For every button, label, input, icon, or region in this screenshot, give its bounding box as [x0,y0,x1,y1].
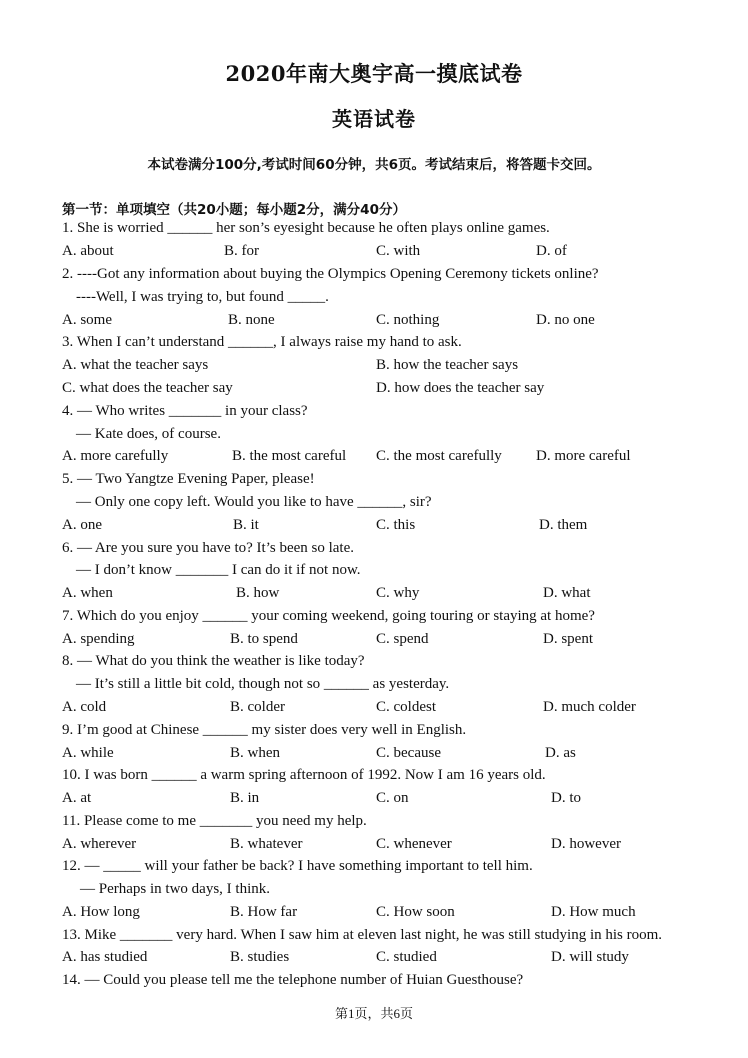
option-d: D. more careful [536,448,631,464]
question-text: 13. Mike _______ very hard. When I saw him at eleven last night, he was still studying in his room. [62,927,663,943]
option-a: A. at [62,790,92,806]
question-4-options [0,448,748,470]
exam-title: 2020年南大奥宇高一摸底试卷 [225,61,523,86]
option-d: D. them [539,517,588,533]
option-c: C. the most carefully [376,448,502,464]
question-2-stem2 [0,289,748,311]
question-text: — It’s still a little bit cold, though not so ______ as yesterday. [76,676,450,692]
section-title: 第一节：单项填空（共20小题；每小题2分，满分40分） [62,202,406,218]
option-d: D. however [551,836,621,852]
question-12-stem [0,858,748,880]
question-1-options [0,243,748,265]
option-c: C. on [376,790,409,806]
option-d: D. of [536,243,567,259]
option-a: A. spending [62,631,135,647]
option-d: D. no one [536,312,595,328]
question-text: — I don’t know _______ I can do it if not now. [76,562,361,578]
option-a: A. what the teacher says [62,357,209,373]
option-a: A. while [62,745,114,761]
option-b: B. to spend [230,631,298,647]
question-text: — Perhaps in two days, I think. [80,881,270,897]
question-text: ----Well, I was trying to, but found _____. [76,289,329,305]
option-d: D. to [551,790,581,806]
question-4-stem2 [0,426,748,448]
question-text: 4. — Who writes _______ in your class? [62,403,308,419]
question-12-options [0,904,748,926]
question-text: 11. Please come to me _______ you need my help. [62,813,367,829]
option-b: B. colder [230,699,285,715]
option-c: C. what does the teacher say [62,380,233,396]
question-5-stem [0,471,748,493]
question-5-stem2 [0,494,748,516]
question-3-options-row1 [0,357,748,379]
option-c: C. studied [376,949,437,965]
option-d: D. how does the teacher say [376,380,545,396]
question-text: 8. — What do you think the weather is like today? [62,653,365,669]
option-b: B. for [224,243,259,259]
option-a: A. How long [62,904,140,920]
question-text: 12. — _____ will your father be back? I have something important to tell him. [62,858,533,874]
option-d: D. as [545,745,576,761]
question-text: 10. I was born ______ a warm spring afternoon of 1992. Now I am 16 years old. [62,767,546,783]
question-4-stem [0,403,748,425]
exam-subtitle: 英语试卷 [332,107,416,131]
question-6-stem2 [0,562,748,584]
option-a: A. when [62,585,113,601]
option-c: C. this [376,517,416,533]
question-14-stem [0,972,748,994]
option-a: A. more carefully [62,448,169,464]
question-text: 1. She is worried ______ her son’s eyesight because he often plays online games. [62,220,550,236]
option-a: A. cold [62,699,107,715]
option-c: C. nothing [376,312,440,328]
option-b: B. in [230,790,260,806]
question-8-stem [0,653,748,675]
option-b: B. how the teacher says [376,357,519,373]
option-a: A. about [62,243,114,259]
option-d: D. what [543,585,591,601]
question-6-options [0,585,748,607]
question-10-stem [0,767,748,789]
option-a: A. some [62,312,112,328]
option-b: B. studies [230,949,290,965]
option-c: C. with [376,243,421,259]
question-1-stem [0,220,748,242]
option-a: A. has studied [62,949,148,965]
exam-notice: 本试卷满分100分,考试时间60分钟，共6页。考试结束后，将答题卡交回。 [147,157,601,173]
question-text: 14. — Could you please tell me the telephone number of Huian Guesthouse? [62,972,524,988]
question-3-stem [0,334,748,356]
option-b: B. when [230,745,280,761]
option-d: D. will study [551,949,629,965]
question-10-options [0,790,748,812]
question-text: 7. Which do you enjoy ______ your coming weekend, going touring or staying at home? [62,608,595,624]
option-b: B. the most careful [232,448,347,464]
option-c: C. why [376,585,420,601]
option-a: A. one [62,517,102,533]
question-11-stem [0,813,748,835]
option-b: B. it [233,517,259,533]
question-text: 2. ----Got any information about buying the Olympics Opening Ceremony tickets online? [62,266,599,282]
question-13-stem [0,927,748,949]
question-7-options [0,631,748,653]
question-8-stem2 [0,676,748,698]
question-7-stem [0,608,748,630]
option-b: B. How far [230,904,298,920]
question-8-options [0,699,748,721]
question-text: 3. When I can’t understand ______, I always raise my hand to ask. [62,334,462,350]
question-13-options [0,949,748,971]
page-footer: 第1页，共6页 [334,1006,413,1021]
question-3-options-row2 [0,380,748,402]
option-d: D. spent [543,631,593,647]
question-12-stem2 [0,881,748,903]
question-text: — Kate does, of course. [76,426,221,442]
option-d: D. How much [551,904,636,920]
option-c: C. How soon [376,904,455,920]
option-a: A. wherever [62,836,137,852]
option-b: B. none [228,312,275,328]
question-5-options [0,517,748,539]
option-c: C. spend [376,631,429,647]
option-c: C. whenever [376,836,452,852]
question-text: 9. I’m good at Chinese ______ my sister does very well in English. [62,722,467,738]
question-6-stem [0,540,748,562]
option-d: D. much colder [543,699,636,715]
question-text: — Only one copy left. Would you like to have ______, sir? [76,494,432,510]
question-2-options [0,312,748,334]
question-text: 6. — Are you sure you have to? It’s been so late. [62,540,355,556]
option-b: B. how [236,585,280,601]
question-2-stem [0,266,748,288]
option-b: B. whatever [230,836,303,852]
option-c: C. because [376,745,441,761]
question-9-stem [0,722,748,744]
question-text: 5. — Two Yangtze Evening Paper, please! [62,471,315,487]
question-11-options [0,836,748,858]
option-c: C. coldest [376,699,436,715]
question-9-options [0,745,748,767]
